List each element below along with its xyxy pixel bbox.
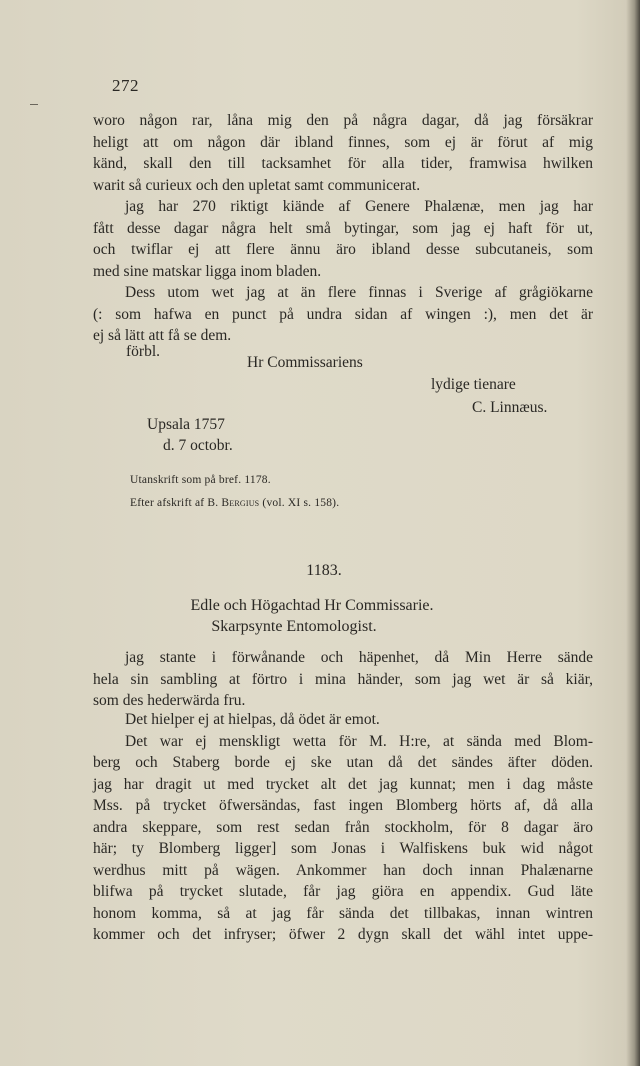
text-line: (: som hafwa en punct på undra sidan af wingen :), men det är [93,305,593,323]
letter-1183-paragraph-3-first [125,731,593,753]
text-line: berg och Staberg borde ej ske utan då det sändes äfter döden. [93,754,593,771]
text-line: Dess utom wet jag at än flere finnas i Sverige af grågiökarne [125,284,593,301]
note-source-prefix: Efter afskrift af B. [130,497,219,509]
note-source [130,497,339,509]
text-line: fått desse dagar några helt små bytingar, som jag ej haft för ut, [93,219,593,237]
letter-1182-paragraph-3-first [125,282,593,304]
text-line: blifwa på trycket slutade, får jag giöra en appendix. Gud läte [93,883,593,900]
letter-1183-paragraph-1 [93,669,593,712]
letter-1182-paragraph-3 [93,304,593,347]
letter-date: d. 7 octobr. [163,437,233,454]
text-line: som des hederwärda fru. [93,692,246,709]
text-line: och twiflar ej att flere ännu äro ibland desse subcutaneis, som [93,241,593,258]
letter-1183-paragraph-3 [93,752,593,946]
signature: C. Linnæus. [472,399,548,416]
letter-1182-paragraph-2-first [125,196,593,218]
salutation-line-1: Edle och Högachtad Hr Commissarie. [190,597,434,614]
text-line: känd, skall den till tacksamhet för alla tider, framwisa hwilken [93,155,593,172]
text-line: warit så curieux och den upletat samt communicerat. [93,176,421,194]
text-line: Det hielper ej at hielpas, då ödet är emot. [125,711,380,728]
letter-1183-paragraph-1-first [125,647,593,669]
text-line: jag stante i förwånande och häpenhet, då Min Herre sände [125,649,593,666]
text-line: heligt att om någon där ibland finnes, som ej är förut af mig [93,133,593,151]
letter-1183-paragraph-2 [125,709,593,731]
text-line: werdhus mitt på wägen. Ankommer han doch innan Phalænarne [93,861,593,879]
text-line: med sine matskar ligga inom bladen. [93,262,322,280]
note-source-name: Bergius [221,497,260,509]
text-line: Det war ej mensklig​t wetta för M. H:re, at sända med Blom- [125,732,593,750]
letter-number: 1183. [306,562,342,579]
closing-tienare: lydige tienare [431,376,516,393]
closing-addressee: Hr Commissariens [247,354,363,371]
text-line: woro någon rar, låna mig den på några dagar, då jag försäkrar [93,112,593,129]
salutation-line-2: Skarpsynte Entomologist. [211,618,377,635]
place-date: Upsala 1757 [147,416,225,433]
note-utanskrift: Utanskrift som på bref. 1178. [130,474,271,486]
text-line: ej så lätt att få se dem. [93,327,232,344]
text-line: hela sin sambling at förtro i mina händer, som jag wet är så kiär, [93,670,593,688]
text-line: jag har dragit ut med trycket alt det jag kunnat; men i dag måste [93,775,593,793]
text-line: andra skeppare, som rest sedan från stockholm, för 8 dagar äro [93,818,593,836]
text-line: här; ty Blomberg ligger] som Jonas i Walfiskens buk wid något [93,840,593,857]
letter-1182-paragraph-2 [93,218,593,283]
margin-mark [30,104,38,105]
note-source-suffix: (vol. XI s. 158). [262,497,340,509]
page-edge-shadow [626,0,640,1066]
letter-1182-paragraph-1 [93,110,593,196]
closing-forbl: förbl. [126,343,161,360]
text-line: jag har 270 riktigt kiände af Genere Phalænæ, men jag har [125,198,593,215]
text-line: honom komma, så at jag får sända det tillbakas, innan wintren [93,904,593,922]
text-line: kommer och det infryser; öfwer 2 dygn skall det wähl intet uppe- [93,926,593,943]
page-number: 272 [112,76,139,95]
text-line: Mss. på trycket öfwersändas, fast ingen Blomberg hörts af, då alla [93,797,593,814]
